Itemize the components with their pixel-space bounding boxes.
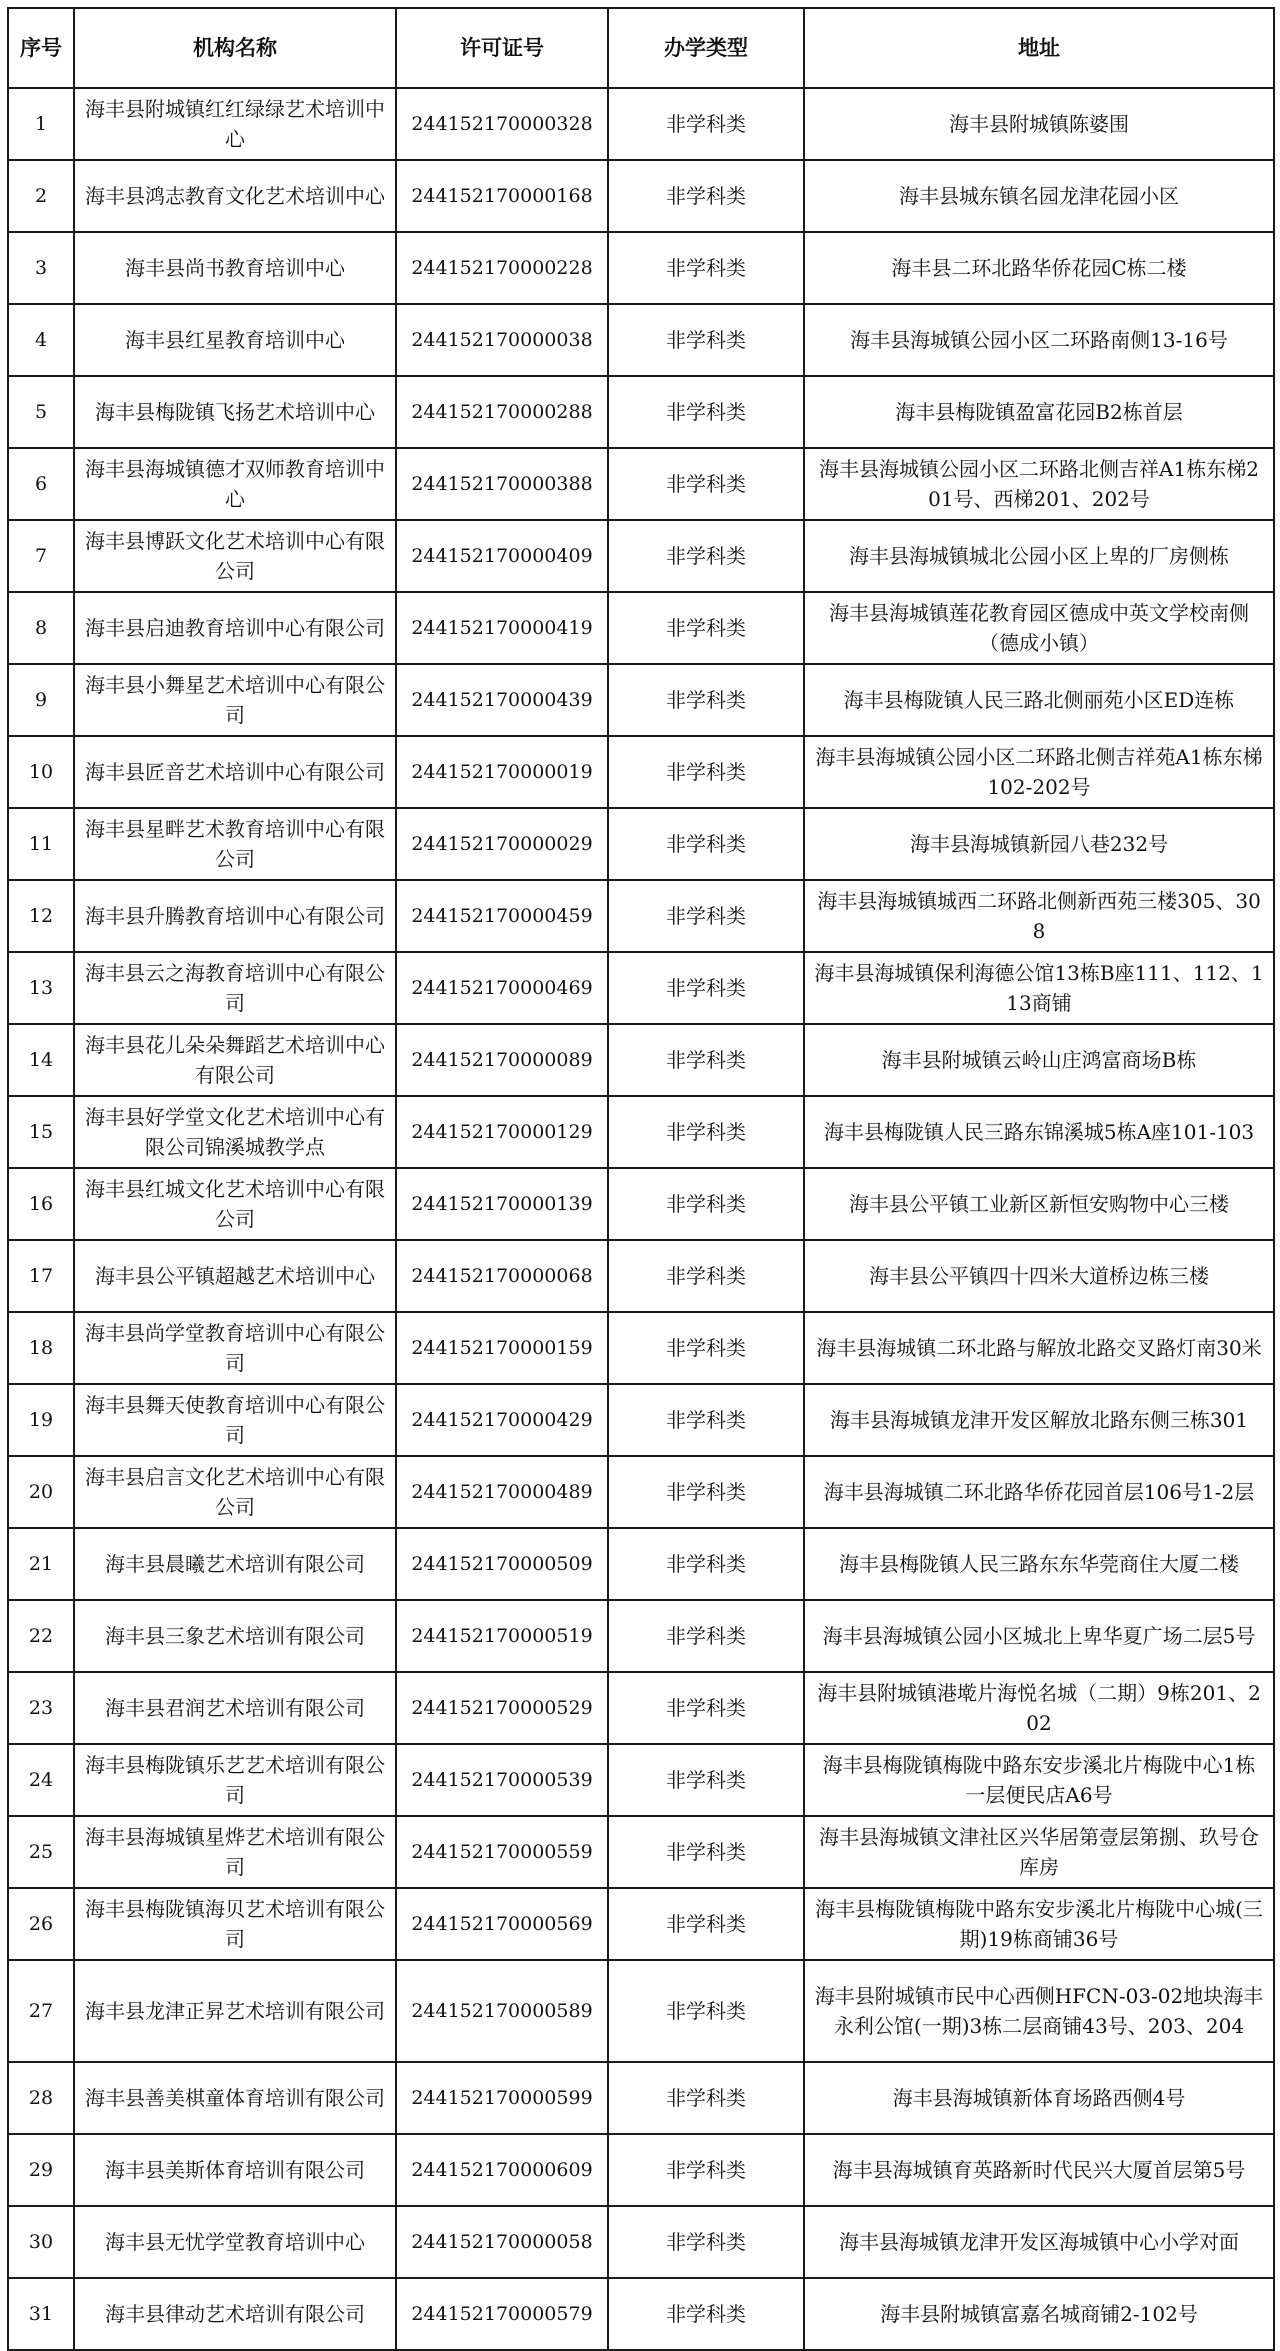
serial-number-cell: 24: [8, 1744, 74, 1816]
institution-name-cell: 海丰县海城镇星烨艺术培训有限公司: [74, 1816, 396, 1888]
license-number-cell: 244152170000058: [396, 2206, 608, 2278]
address-cell: 海丰县梅陇镇梅陇中路东安步溪北片梅陇中心城(三期)19栋商铺36号: [804, 1888, 1274, 1960]
school-type-cell: 非学科类: [608, 1816, 804, 1888]
institution-name-cell: 海丰县好学堂文化艺术培训中心有限公司锦溪城教学点: [74, 1096, 396, 1168]
institution-name-cell: 海丰县红星教育培训中心: [74, 304, 396, 376]
address-cell: 海丰县附城镇市民中心西侧HFCN-03-02地块海丰永利公馆(一期)3栋二层商铺43号、203、204: [804, 1960, 1274, 2062]
license-number-cell: 244152170000228: [396, 232, 608, 304]
serial-number-cell: 30: [8, 2206, 74, 2278]
institution-name-cell: 海丰县梅陇镇飞扬艺术培训中心: [74, 376, 396, 448]
license-number-cell: 244152170000529: [396, 1672, 608, 1744]
license-number-cell: 244152170000489: [396, 1456, 608, 1528]
table-row: [8, 2206, 1274, 2278]
serial-number-cell: 15: [8, 1096, 74, 1168]
school-type-cell: 非学科类: [608, 88, 804, 160]
institution-name-cell: 海丰县公平镇超越艺术培训中心: [74, 1240, 396, 1312]
table-row: [8, 880, 1274, 952]
address-cell: 海丰县二环北路华侨花园C栋二楼: [804, 232, 1274, 304]
table-row: [8, 232, 1274, 304]
table-row: [8, 1600, 1274, 1672]
table-row: [8, 736, 1274, 808]
table-row: [8, 376, 1274, 448]
license-number-cell: 244152170000459: [396, 880, 608, 952]
table-row: [8, 160, 1274, 232]
address-cell: 海丰县梅陇镇人民三路北侧丽苑小区ED连栋: [804, 664, 1274, 736]
serial-number-cell: 28: [8, 2062, 74, 2134]
license-number-cell: 244152170000599: [396, 2062, 608, 2134]
serial-number-cell: 16: [8, 1168, 74, 1240]
serial-number-cell: 14: [8, 1024, 74, 1096]
institution-name-cell: 海丰县云之海教育培训中心有限公司: [74, 952, 396, 1024]
license-number-cell: 244152170000439: [396, 664, 608, 736]
serial-number-cell: 7: [8, 520, 74, 592]
serial-number-cell: 4: [8, 304, 74, 376]
header-institution-name: 机构名称: [74, 8, 396, 88]
table-row: [8, 1168, 1274, 1240]
table-row: [8, 1096, 1274, 1168]
serial-number-cell: 26: [8, 1888, 74, 1960]
license-number-cell: 244152170000038: [396, 304, 608, 376]
table-row: [8, 1240, 1274, 1312]
table-body: [8, 88, 1274, 2350]
serial-number-cell: 31: [8, 2278, 74, 2350]
school-type-cell: 非学科类: [608, 1960, 804, 2062]
school-type-cell: 非学科类: [608, 592, 804, 664]
address-cell: 海丰县城东镇名园龙津花园小区: [804, 160, 1274, 232]
license-number-cell: 244152170000288: [396, 376, 608, 448]
address-cell: 海丰县海城镇二环北路华侨花园首层106号1-2层: [804, 1456, 1274, 1528]
school-type-cell: 非学科类: [608, 2134, 804, 2206]
school-type-cell: 非学科类: [608, 952, 804, 1024]
address-cell: 海丰县梅陇镇盈富花园B2栋首层: [804, 376, 1274, 448]
license-number-cell: 244152170000029: [396, 808, 608, 880]
address-cell: 海丰县公平镇四十四米大道桥边栋三楼: [804, 1240, 1274, 1312]
license-number-cell: 244152170000429: [396, 1384, 608, 1456]
serial-number-cell: 23: [8, 1672, 74, 1744]
table-row: [8, 1528, 1274, 1600]
school-type-cell: 非学科类: [608, 736, 804, 808]
serial-number-cell: 29: [8, 2134, 74, 2206]
address-cell: 海丰县海城镇二环北路与解放北路交叉路灯南30米: [804, 1312, 1274, 1384]
table-header-row: [8, 8, 1274, 88]
serial-number-cell: 13: [8, 952, 74, 1024]
table-row: [8, 304, 1274, 376]
table-row: [8, 2134, 1274, 2206]
institution-name-cell: 海丰县梅陇镇乐艺艺术培训有限公司: [74, 1744, 396, 1816]
license-number-cell: 244152170000129: [396, 1096, 608, 1168]
institution-name-cell: 海丰县升腾教育培训中心有限公司: [74, 880, 396, 952]
table-row: [8, 1888, 1274, 1960]
license-number-cell: 244152170000589: [396, 1960, 608, 2062]
serial-number-cell: 12: [8, 880, 74, 952]
table-row: [8, 1024, 1274, 1096]
serial-number-cell: 18: [8, 1312, 74, 1384]
address-cell: 海丰县海城镇公园小区二环路南侧13-16号: [804, 304, 1274, 376]
header-school-type: 办学类型: [608, 8, 804, 88]
header-address: 地址: [804, 8, 1274, 88]
license-number-cell: 244152170000569: [396, 1888, 608, 1960]
address-cell: 海丰县海城镇龙津开发区解放北路东侧三栋301: [804, 1384, 1274, 1456]
institution-name-cell: 海丰县花儿朵朵舞蹈艺术培训中心有限公司: [74, 1024, 396, 1096]
license-number-cell: 244152170000539: [396, 1744, 608, 1816]
serial-number-cell: 17: [8, 1240, 74, 1312]
address-cell: 海丰县附城镇云岭山庄鸿富商场B栋: [804, 1024, 1274, 1096]
address-cell: 海丰县海城镇龙津开发区海城镇中心小学对面: [804, 2206, 1274, 2278]
institution-name-cell: 海丰县梅陇镇海贝艺术培训有限公司: [74, 1888, 396, 1960]
school-type-cell: 非学科类: [608, 1888, 804, 1960]
license-number-cell: 244152170000509: [396, 1528, 608, 1600]
institution-name-cell: 海丰县无忧学堂教育培训中心: [74, 2206, 396, 2278]
institution-name-cell: 海丰县美斯体育培训有限公司: [74, 2134, 396, 2206]
institution-name-cell: 海丰县海城镇德才双师教育培训中心: [74, 448, 396, 520]
table-row: [8, 1456, 1274, 1528]
address-cell: 海丰县海城镇公园小区城北上卑华夏广场二层5号: [804, 1600, 1274, 1672]
school-type-cell: 非学科类: [608, 1744, 804, 1816]
school-type-cell: 非学科类: [608, 1528, 804, 1600]
address-cell: 海丰县海城镇城西二环路北侧新西苑三楼305、308: [804, 880, 1274, 952]
table-row: [8, 808, 1274, 880]
school-type-cell: 非学科类: [608, 232, 804, 304]
school-type-cell: 非学科类: [608, 808, 804, 880]
table-row: [8, 1672, 1274, 1744]
school-type-cell: 非学科类: [608, 1672, 804, 1744]
institution-name-cell: 海丰县博跃文化艺术培训中心有限公司: [74, 520, 396, 592]
serial-number-cell: 22: [8, 1600, 74, 1672]
license-number-cell: 244152170000419: [396, 592, 608, 664]
school-type-cell: 非学科类: [608, 1168, 804, 1240]
serial-number-cell: 1: [8, 88, 74, 160]
school-type-cell: 非学科类: [608, 1312, 804, 1384]
serial-number-cell: 20: [8, 1456, 74, 1528]
address-cell: 海丰县海城镇公园小区二环路北侧吉祥苑A1栋东梯102-202号: [804, 736, 1274, 808]
institution-name-cell: 海丰县尚学堂教育培训中心有限公司: [74, 1312, 396, 1384]
address-cell: 海丰县海城镇新园八巷232号: [804, 808, 1274, 880]
institution-table: [7, 7, 1275, 2351]
address-cell: 海丰县海城镇文津社区兴华居第壹层第捌、玖号仓库房: [804, 1816, 1274, 1888]
institution-name-cell: 海丰县善美棋童体育培训有限公司: [74, 2062, 396, 2134]
school-type-cell: 非学科类: [608, 2206, 804, 2278]
institution-name-cell: 海丰县红城文化艺术培训中心有限公司: [74, 1168, 396, 1240]
license-number-cell: 244152170000579: [396, 2278, 608, 2350]
institution-name-cell: 海丰县舞天使教育培训中心有限公司: [74, 1384, 396, 1456]
school-type-cell: 非学科类: [608, 2062, 804, 2134]
address-cell: 海丰县附城镇港墘片海悦名城（二期）9栋201、202: [804, 1672, 1274, 1744]
license-number-cell: 244152170000409: [396, 520, 608, 592]
institution-name-cell: 海丰县小舞星艺术培训中心有限公司: [74, 664, 396, 736]
license-number-cell: 244152170000019: [396, 736, 608, 808]
institution-name-cell: 海丰县匠音艺术培训中心有限公司: [74, 736, 396, 808]
school-type-cell: 非学科类: [608, 1096, 804, 1168]
serial-number-cell: 25: [8, 1816, 74, 1888]
serial-number-cell: 5: [8, 376, 74, 448]
license-number-cell: 244152170000139: [396, 1168, 608, 1240]
address-cell: 海丰县海城镇育英路新时代民兴大厦首层第5号: [804, 2134, 1274, 2206]
table-row: [8, 520, 1274, 592]
serial-number-cell: 9: [8, 664, 74, 736]
serial-number-cell: 3: [8, 232, 74, 304]
school-type-cell: 非学科类: [608, 1240, 804, 1312]
serial-number-cell: 10: [8, 736, 74, 808]
address-cell: 海丰县附城镇陈婆围: [804, 88, 1274, 160]
institution-name-cell: 海丰县律动艺术培训有限公司: [74, 2278, 396, 2350]
header-license-number: 许可证号: [396, 8, 608, 88]
address-cell: 海丰县海城镇新体育场路西侧4号: [804, 2062, 1274, 2134]
table-row: [8, 448, 1274, 520]
school-type-cell: 非学科类: [608, 1384, 804, 1456]
header-serial-number: 序号: [8, 8, 74, 88]
table-row: [8, 2062, 1274, 2134]
school-type-cell: 非学科类: [608, 1600, 804, 1672]
license-number-cell: 244152170000559: [396, 1816, 608, 1888]
institution-name-cell: 海丰县尚书教育培训中心: [74, 232, 396, 304]
address-cell: 海丰县海城镇莲花教育园区德成中英文学校南侧（德成小镇）: [804, 592, 1274, 664]
license-number-cell: 244152170000068: [396, 1240, 608, 1312]
address-cell: 海丰县梅陇镇人民三路东锦溪城5栋A座101-103: [804, 1096, 1274, 1168]
license-number-cell: 244152170000388: [396, 448, 608, 520]
table-row: [8, 664, 1274, 736]
institution-name-cell: 海丰县附城镇红红绿绿艺术培训中心: [74, 88, 396, 160]
institution-name-cell: 海丰县晨曦艺术培训有限公司: [74, 1528, 396, 1600]
school-type-cell: 非学科类: [608, 1024, 804, 1096]
address-cell: 海丰县海城镇保利海德公馆13栋B座111、112、113商铺: [804, 952, 1274, 1024]
institution-name-cell: 海丰县星畔艺术教育培训中心有限公司: [74, 808, 396, 880]
license-number-cell: 244152170000328: [396, 88, 608, 160]
table-row: [8, 952, 1274, 1024]
institution-name-cell: 海丰县启言文化艺术培训中心有限公司: [74, 1456, 396, 1528]
license-number-cell: 244152170000168: [396, 160, 608, 232]
table-row: [8, 2278, 1274, 2350]
address-cell: 海丰县附城镇富嘉名城商铺2-102号: [804, 2278, 1274, 2350]
school-type-cell: 非学科类: [608, 520, 804, 592]
address-cell: 海丰县梅陇镇梅陇中路东安步溪北片梅陇中心1栋一层便民店A6号: [804, 1744, 1274, 1816]
school-type-cell: 非学科类: [608, 304, 804, 376]
license-number-cell: 244152170000159: [396, 1312, 608, 1384]
serial-number-cell: 19: [8, 1384, 74, 1456]
serial-number-cell: 8: [8, 592, 74, 664]
table-row: [8, 1960, 1274, 2062]
license-number-cell: 244152170000469: [396, 952, 608, 1024]
school-type-cell: 非学科类: [608, 664, 804, 736]
license-number-cell: 244152170000519: [396, 1600, 608, 1672]
table-row: [8, 1384, 1274, 1456]
school-type-cell: 非学科类: [608, 448, 804, 520]
table-row: [8, 88, 1274, 160]
license-number-cell: 244152170000089: [396, 1024, 608, 1096]
serial-number-cell: 27: [8, 1960, 74, 2062]
serial-number-cell: 21: [8, 1528, 74, 1600]
serial-number-cell: 2: [8, 160, 74, 232]
table-row: [8, 1744, 1274, 1816]
school-type-cell: 非学科类: [608, 2278, 804, 2350]
serial-number-cell: 11: [8, 808, 74, 880]
school-type-cell: 非学科类: [608, 376, 804, 448]
serial-number-cell: 6: [8, 448, 74, 520]
address-cell: 海丰县公平镇工业新区新恒安购物中心三楼: [804, 1168, 1274, 1240]
institution-name-cell: 海丰县鸿志教育文化艺术培训中心: [74, 160, 396, 232]
institution-name-cell: 海丰县启迪教育培训中心有限公司: [74, 592, 396, 664]
address-cell: 海丰县海城镇公园小区二环路北侧吉祥A1栋东梯201号、西梯201、202号: [804, 448, 1274, 520]
table-row: [8, 592, 1274, 664]
address-cell: 海丰县梅陇镇人民三路东东华莞商住大厦二楼: [804, 1528, 1274, 1600]
school-type-cell: 非学科类: [608, 880, 804, 952]
school-type-cell: 非学科类: [608, 1456, 804, 1528]
institution-name-cell: 海丰县三象艺术培训有限公司: [74, 1600, 396, 1672]
table-row: [8, 1816, 1274, 1888]
institution-name-cell: 海丰县龙津正昇艺术培训有限公司: [74, 1960, 396, 2062]
license-number-cell: 244152170000609: [396, 2134, 608, 2206]
institution-name-cell: 海丰县君润艺术培训有限公司: [74, 1672, 396, 1744]
table-row: [8, 1312, 1274, 1384]
school-type-cell: 非学科类: [608, 160, 804, 232]
address-cell: 海丰县海城镇城北公园小区上卑的厂房侧栋: [804, 520, 1274, 592]
